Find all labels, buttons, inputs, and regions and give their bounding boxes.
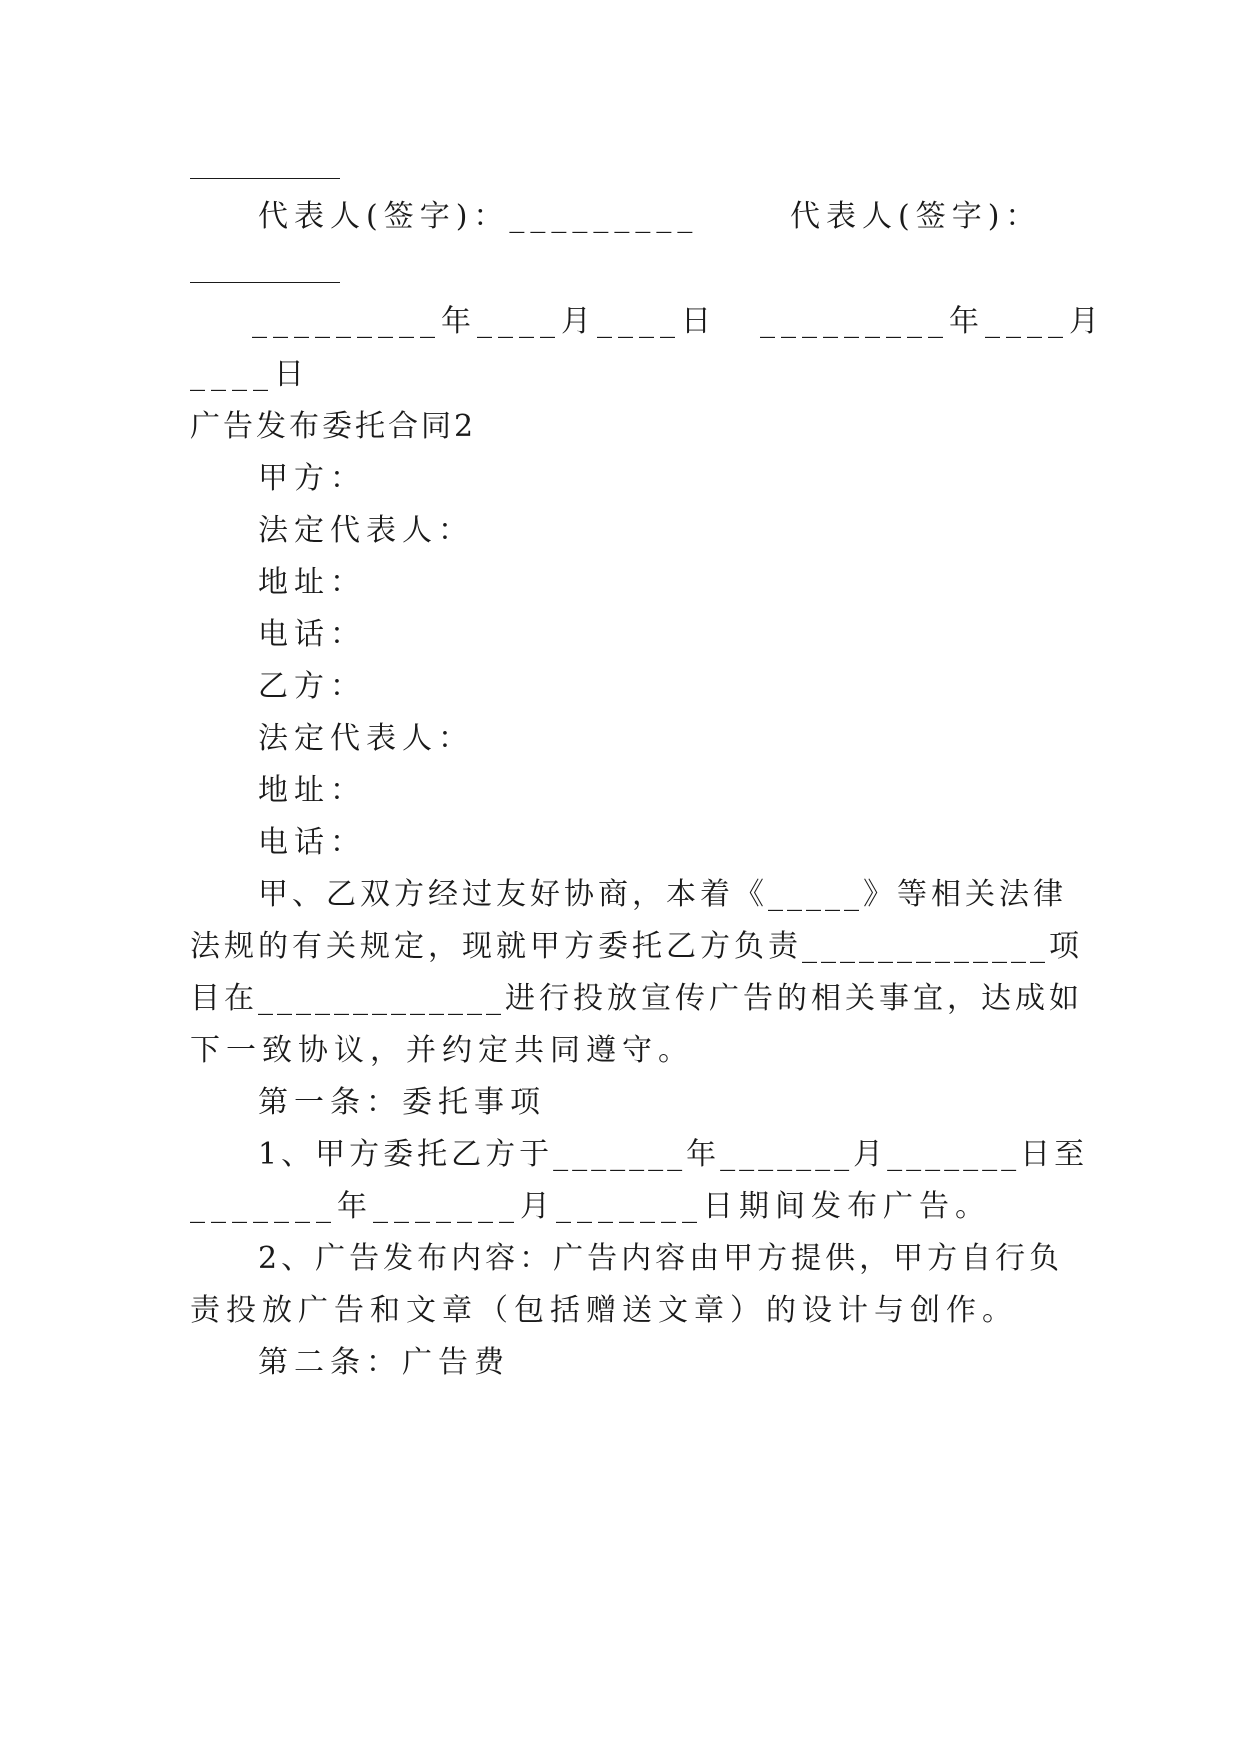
- article-1-item-1-line-2: _______年_______月_______日期间发布广告。: [190, 1189, 991, 1224]
- party-a-rep-label: 法定代表人：: [258, 513, 474, 548]
- party-a-label: 甲方：: [258, 461, 366, 496]
- intro-paragraph-line-2: 法规的有关规定，现就甲方委托乙方负责_____________项: [190, 929, 1083, 964]
- blank-line-2: [190, 282, 340, 283]
- article-1-item-2-line-1: 2、广告发布内容：广告内容由甲方提供，甲方自行负: [258, 1241, 1064, 1276]
- intro-paragraph-line-3: 目在_____________进行投放宣传广告的相关事宜，达成如: [190, 981, 1083, 1016]
- intro-paragraph-line-4: 下一致协议，并约定共同遵守。: [190, 1033, 694, 1068]
- article-1-item-2-line-2: 责投放广告和文章（包括赠送文章）的设计与创作。: [190, 1293, 1018, 1328]
- article-2-heading: 第二条：广告费: [258, 1345, 510, 1380]
- party-a-address-label: 地址：: [258, 565, 366, 600]
- rep-signature-left: 代表人(签字)：_________: [258, 199, 699, 234]
- party-a-phone-label: 电话：: [258, 617, 366, 652]
- blank-line: [190, 178, 340, 179]
- date-left: _________年____月____日: [252, 304, 717, 339]
- article-1-item-1-line-1: 1、甲方委托乙方于_______年_______月_______日至: [258, 1137, 1089, 1172]
- document-title: 广告发布委托合同2: [190, 409, 477, 444]
- intro-paragraph-line-1: 甲、乙双方经过友好协商，本着《_____》等相关法律: [258, 877, 1067, 912]
- party-b-phone-label: 电话：: [258, 825, 366, 860]
- party-b-rep-label: 法定代表人：: [258, 721, 474, 756]
- rep-signature-right: 代表人(签字)：: [790, 199, 1042, 234]
- party-b-label: 乙方：: [258, 669, 366, 704]
- article-1-heading: 第一条：委托事项: [258, 1085, 546, 1120]
- date-tail: ____日: [190, 357, 310, 392]
- party-b-address-label: 地址：: [258, 773, 366, 808]
- date-right: _________年____月: [760, 304, 1105, 339]
